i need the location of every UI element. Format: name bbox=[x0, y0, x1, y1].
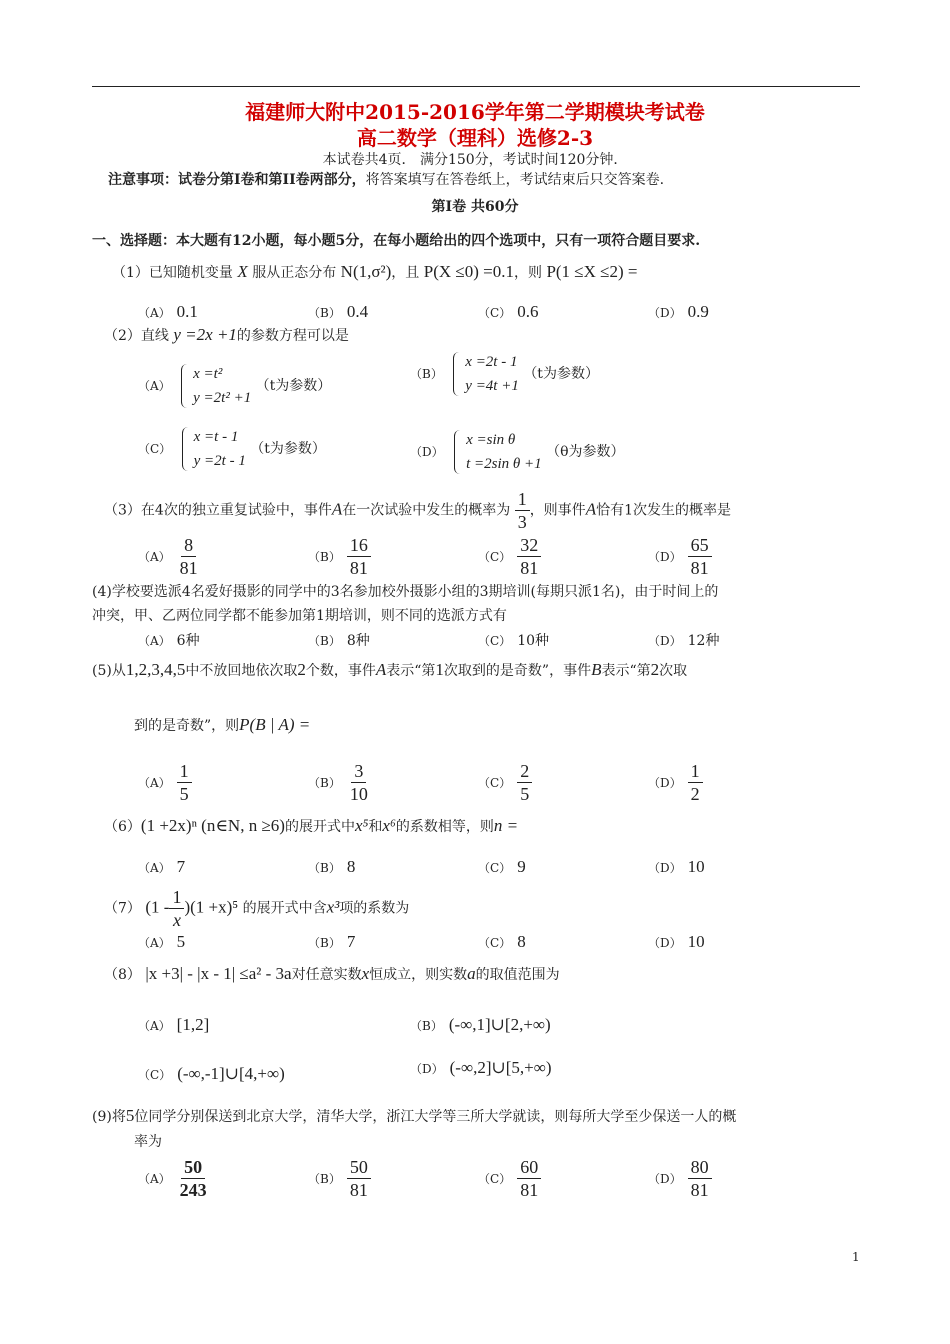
q8-a: a bbox=[467, 964, 476, 983]
denominator: 81 bbox=[690, 558, 709, 578]
q5-text4: 表示“第 bbox=[386, 663, 436, 679]
volume-title: 第Ⅰ卷 共60分 bbox=[431, 199, 519, 215]
q5-first: 1 bbox=[435, 660, 444, 679]
notice bbox=[108, 169, 664, 189]
notice-rest: 将答案填写在答卷纸上，考试结束后只交答案卷. bbox=[365, 172, 665, 188]
q9-option-c[interactable] bbox=[478, 1156, 541, 1201]
option-value: 10 bbox=[687, 857, 705, 876]
q1-var: X bbox=[237, 262, 248, 281]
q6-option-b[interactable] bbox=[308, 857, 355, 877]
denominator: 81 bbox=[520, 558, 539, 578]
param-system bbox=[454, 428, 542, 476]
numerator: 65 bbox=[688, 534, 712, 557]
option-fraction bbox=[517, 1156, 541, 1201]
q2-option-c[interactable] bbox=[138, 425, 326, 473]
denominator: 81 bbox=[349, 1180, 368, 1200]
q7-text2: 项的系数为 bbox=[339, 900, 410, 917]
numerator: 32 bbox=[517, 534, 541, 557]
option-label: （C） bbox=[478, 936, 512, 950]
option-label: （B） bbox=[410, 367, 443, 381]
eq-1: x =t - 1 bbox=[193, 429, 239, 445]
option-label: （D） bbox=[648, 549, 682, 564]
option-fraction bbox=[347, 1156, 371, 1201]
q8-num: （8） bbox=[104, 967, 141, 983]
q1-text3: ，且 bbox=[391, 265, 420, 281]
q3-text4: 恰有1次发生的概率是 bbox=[596, 502, 731, 519]
question-1 bbox=[112, 262, 638, 282]
numerator: 1 bbox=[688, 760, 703, 783]
q7-option-a[interactable] bbox=[138, 932, 185, 952]
option-fraction bbox=[347, 760, 371, 805]
option-label: （A） bbox=[138, 634, 171, 648]
q3-text2: 在一次试验中发生的概率为 bbox=[342, 502, 511, 519]
numerator: 50 bbox=[347, 1156, 371, 1179]
exam-subtitle: 高二数学（理科）选修2-3 bbox=[356, 126, 594, 150]
q5-text5: 次取到的是奇数”，事件 bbox=[443, 663, 592, 679]
q5-text6: 表示“第 bbox=[601, 663, 651, 679]
denominator: 81 bbox=[690, 1180, 709, 1200]
option-label: （C） bbox=[478, 549, 512, 564]
q8-text: 对任意实数 bbox=[291, 967, 362, 983]
q6-text3: 的系数相等，则 bbox=[395, 819, 494, 835]
denominator: 81 bbox=[349, 558, 368, 578]
q7-x3: x³ bbox=[326, 897, 340, 917]
question-9-line-1 bbox=[92, 1106, 736, 1126]
q6-expr: (1 +2x)ⁿ (n∈N, n ≥6) bbox=[140, 816, 285, 835]
option-value: 7 bbox=[176, 857, 186, 876]
notice-label: 注意事项： bbox=[108, 172, 178, 188]
option-label: （B） bbox=[308, 936, 341, 950]
option-label: （A） bbox=[138, 775, 171, 790]
q8-option-a[interactable] bbox=[138, 1015, 209, 1035]
q7-frac bbox=[169, 886, 184, 931]
q3-option-c[interactable] bbox=[478, 534, 541, 579]
q7-option-b[interactable] bbox=[308, 932, 355, 952]
numerator: 16 bbox=[347, 534, 371, 557]
q1-option-b[interactable] bbox=[308, 302, 368, 322]
q7-option-c[interactable] bbox=[478, 932, 526, 952]
q8-option-b[interactable] bbox=[410, 1015, 551, 1035]
denominator: 5 bbox=[179, 784, 189, 804]
option-value: 8种 bbox=[346, 633, 370, 649]
denominator: 81 bbox=[520, 1180, 539, 1200]
option-value: 10 bbox=[687, 932, 705, 951]
question-5-line-2 bbox=[134, 715, 310, 735]
q5-option-d[interactable] bbox=[648, 760, 703, 805]
option-label: （D） bbox=[648, 1171, 682, 1186]
q1-cond: P(X ≤0) =0.1 bbox=[423, 262, 514, 281]
option-value: 0.1 bbox=[176, 302, 198, 321]
option-fraction bbox=[347, 534, 371, 579]
question-8 bbox=[104, 964, 560, 984]
q7-option-d[interactable] bbox=[648, 932, 705, 952]
q5-set: 1,2,3,4,5 bbox=[125, 660, 186, 679]
q7-text: 的展开式中含 bbox=[242, 900, 327, 917]
q7-num: （7） bbox=[104, 900, 141, 917]
q5-option-c[interactable] bbox=[478, 760, 532, 805]
question-9-line-2: 率为 bbox=[134, 1134, 162, 1150]
option-label: （A） bbox=[138, 861, 171, 875]
q3-prob bbox=[515, 488, 530, 533]
q2-option-d[interactable] bbox=[410, 428, 625, 476]
option-label: （D） bbox=[648, 306, 682, 320]
param-system bbox=[453, 350, 519, 398]
q1-option-c[interactable] bbox=[478, 302, 538, 322]
option-label: （C） bbox=[478, 306, 512, 320]
option-label: （B） bbox=[308, 775, 341, 790]
option-label: （C） bbox=[138, 1068, 172, 1082]
question-4-line-1: (4)学校要选派4名爱好摄影的同学中的3名参加校外摄影小组的3期培训(每期只派1名)，由于时间上的 bbox=[92, 584, 719, 600]
option-label: （B） bbox=[410, 1019, 443, 1033]
q5-option-a[interactable] bbox=[138, 760, 192, 805]
numerator: 1 bbox=[177, 760, 192, 783]
option-label: （B） bbox=[308, 634, 341, 648]
part-title: 一、选择题：本大题有12小题，每小题5分，在每小题给出的四个选项中，只有一项符合题目要求. bbox=[92, 233, 701, 249]
option-value: [1,2] bbox=[176, 1015, 210, 1034]
q6-text: 的展开式中 bbox=[284, 819, 355, 835]
q3-option-d[interactable] bbox=[648, 534, 712, 579]
option-label: （A） bbox=[138, 936, 171, 950]
option-label: （B） bbox=[308, 1171, 341, 1186]
denominator: 2 bbox=[690, 784, 700, 804]
q1-text: 已知随机变量 bbox=[148, 265, 233, 281]
denominator: 81 bbox=[179, 558, 198, 578]
q2-text2: 的参数方程可以是 bbox=[236, 328, 349, 344]
q9-option-b[interactable] bbox=[308, 1156, 371, 1201]
numerator: 50 bbox=[181, 1156, 205, 1179]
q8-option-c[interactable] bbox=[138, 1064, 285, 1084]
numerator: 1 bbox=[169, 886, 184, 909]
q3-event-2: A bbox=[585, 499, 597, 519]
q1-text2: 服从正态分布 bbox=[252, 265, 337, 281]
eq-2: y =4t +1 bbox=[465, 378, 519, 394]
q5-text: (5)从 bbox=[92, 663, 126, 679]
option-value: (-∞,1]∪[2,+∞) bbox=[448, 1015, 551, 1034]
q6-x5: x⁵ bbox=[354, 816, 369, 835]
eq-2: t =2sin θ +1 bbox=[466, 456, 542, 472]
question-4-line-2: 冲突，甲、乙两位同学都不能参加第1期培训，则不同的选派方式有 bbox=[92, 608, 507, 624]
numerator: 2 bbox=[517, 760, 532, 783]
numerator: 8 bbox=[181, 534, 196, 557]
option-label: （A） bbox=[138, 1171, 171, 1186]
option-label: （C） bbox=[478, 634, 512, 648]
option-value: (-∞,2]∪[5,+∞) bbox=[449, 1058, 552, 1077]
option-label: （C） bbox=[478, 861, 512, 875]
denominator: 3 bbox=[517, 512, 527, 532]
q8-x: x bbox=[361, 964, 370, 983]
q8-expr: |x +3| - |x - 1| ≤a² - 3a bbox=[145, 964, 292, 983]
q2-line: y =2x +1 bbox=[173, 325, 237, 344]
q9-text2: 位同学分别保送到北京大学，清华大学，浙江大学等三所大学就读，则每所大学至少保送一人的概 bbox=[134, 1109, 737, 1125]
q1-option-d[interactable] bbox=[648, 302, 709, 322]
option-label: （B） bbox=[308, 861, 341, 875]
q1-dist: N(1,σ²) bbox=[340, 262, 392, 281]
option-label: （D） bbox=[410, 445, 444, 459]
q6-option-a[interactable] bbox=[138, 857, 185, 877]
q8-option-d[interactable] bbox=[410, 1058, 552, 1078]
eq-1: x =t² bbox=[193, 366, 223, 382]
exam-title: 福建师大附中2015-2016学年第二学期模块考试卷 bbox=[245, 100, 705, 124]
option-value: 6种 bbox=[176, 633, 200, 649]
q7-expr-b: )(1 +x)⁵ bbox=[184, 897, 239, 917]
option-value: 0.4 bbox=[346, 302, 369, 321]
q5-event-b: B bbox=[591, 660, 602, 679]
option-label: （B） bbox=[308, 306, 341, 320]
page-number: 1 bbox=[852, 1250, 860, 1264]
option-fraction bbox=[177, 760, 192, 805]
q3-text: 在4次的独立重复试验中，事件 bbox=[140, 502, 332, 519]
option-label: （A） bbox=[138, 306, 171, 320]
q6-num: （6） bbox=[104, 819, 141, 835]
option-fraction bbox=[517, 534, 541, 579]
numerator: 3 bbox=[351, 760, 366, 783]
option-value: 7 bbox=[346, 932, 356, 951]
param-note: （t为参数） bbox=[255, 378, 332, 394]
param-system bbox=[182, 425, 246, 473]
option-label: （D） bbox=[648, 936, 682, 950]
q1-ask: P(1 ≤X ≤2) = bbox=[546, 262, 638, 281]
numerator: 1 bbox=[515, 488, 530, 511]
q4-option-a[interactable] bbox=[138, 630, 200, 650]
eq-1: x =sin θ bbox=[466, 432, 516, 448]
denominator: 5 bbox=[520, 784, 530, 804]
q5-text8: 到的是奇数”，则 bbox=[134, 718, 240, 734]
option-fraction bbox=[688, 1156, 712, 1201]
option-value: 8 bbox=[517, 932, 526, 951]
q9-option-a[interactable] bbox=[138, 1156, 210, 1201]
q3-text3: ，则事件 bbox=[529, 502, 586, 519]
q8-text2: 恒成立，则实数 bbox=[369, 967, 468, 983]
q5-text3: 个数，事件 bbox=[305, 663, 376, 679]
option-value: 9 bbox=[517, 857, 526, 876]
q9-text: (9)将 bbox=[92, 1109, 126, 1125]
option-label: （D） bbox=[648, 861, 682, 875]
q2-num: （2） bbox=[104, 328, 141, 344]
option-value: 12种 bbox=[687, 633, 720, 649]
option-label: （A） bbox=[138, 379, 171, 393]
q6-option-c[interactable] bbox=[478, 857, 526, 877]
q5-text7: 次取 bbox=[659, 663, 688, 679]
q6-x6: x⁶ bbox=[382, 816, 396, 835]
notice-bold: 试卷分第Ⅰ卷和第II卷两部分， bbox=[178, 172, 366, 188]
question-3 bbox=[104, 488, 731, 533]
denominator: x bbox=[172, 910, 181, 930]
param-note: （θ为参数） bbox=[546, 444, 625, 460]
q9-five: 5 bbox=[125, 1106, 135, 1125]
q4-option-b[interactable] bbox=[308, 630, 370, 650]
q5-text2: 中不放回地依次取 bbox=[185, 663, 298, 679]
q4-option-c[interactable] bbox=[478, 630, 549, 650]
top-rule bbox=[92, 86, 860, 87]
option-fraction bbox=[517, 760, 532, 805]
option-value: 0.6 bbox=[517, 302, 539, 321]
q2-option-b[interactable] bbox=[410, 350, 599, 398]
option-label: （D） bbox=[648, 634, 682, 648]
option-label: （C） bbox=[478, 775, 512, 790]
option-label: （D） bbox=[410, 1062, 444, 1076]
q1-option-a[interactable] bbox=[138, 302, 198, 322]
q5-option-b[interactable] bbox=[308, 760, 371, 805]
option-fraction bbox=[177, 1156, 210, 1201]
q3-option-b[interactable] bbox=[308, 534, 371, 579]
q6-text2: 和 bbox=[368, 819, 383, 835]
q6-ask: n = bbox=[493, 816, 519, 835]
option-fraction bbox=[177, 534, 201, 579]
option-label: （A） bbox=[138, 549, 171, 564]
q5-second: 2 bbox=[650, 660, 660, 679]
option-fraction bbox=[688, 534, 712, 579]
option-value: (-∞,-1]∪[4,+∞) bbox=[177, 1064, 285, 1083]
q2-text: 直线 bbox=[140, 328, 169, 344]
q9-option-d[interactable] bbox=[648, 1156, 712, 1201]
q2-option-a[interactable] bbox=[138, 362, 331, 410]
option-value: 10种 bbox=[517, 633, 550, 649]
denominator: 10 bbox=[349, 784, 368, 804]
question-6 bbox=[104, 816, 518, 836]
numerator: 80 bbox=[688, 1156, 712, 1179]
q1-num: （1） bbox=[112, 265, 149, 281]
question-7 bbox=[104, 886, 409, 931]
option-label: （B） bbox=[308, 549, 341, 564]
q6-option-d[interactable] bbox=[648, 857, 705, 877]
eq-2: y =2t - 1 bbox=[193, 453, 246, 469]
q4-option-d[interactable] bbox=[648, 630, 719, 650]
option-label: （C） bbox=[478, 1171, 512, 1186]
q5-count: 2 bbox=[297, 660, 306, 679]
q5-event-a: A bbox=[375, 660, 387, 679]
q5-ask: P(B | A) = bbox=[239, 715, 311, 734]
param-note: （t为参数） bbox=[523, 366, 599, 382]
exam-info: 本试卷共4页． 满分150分，考试时间120分钟． bbox=[322, 152, 628, 168]
option-label: （D） bbox=[648, 775, 682, 790]
eq-1: x =2t - 1 bbox=[465, 354, 518, 370]
q1-text4: ，则 bbox=[513, 265, 542, 281]
q3-event: A bbox=[331, 499, 343, 519]
numerator: 60 bbox=[517, 1156, 541, 1179]
param-note: （t为参数） bbox=[250, 441, 326, 457]
q8-text3: 的取值范围为 bbox=[475, 967, 560, 983]
q3-option-a[interactable] bbox=[138, 534, 201, 579]
question-2 bbox=[104, 325, 349, 345]
denominator: 243 bbox=[179, 1180, 207, 1200]
option-fraction bbox=[688, 760, 703, 805]
q7-expr-a: (1 - bbox=[145, 897, 170, 917]
option-value: 8 bbox=[346, 857, 356, 876]
option-value: 5 bbox=[176, 932, 186, 951]
q3-num: （3） bbox=[104, 502, 141, 519]
question-5-line-1 bbox=[92, 660, 687, 680]
option-value: 0.9 bbox=[687, 302, 709, 321]
eq-2: y =2t² +1 bbox=[193, 390, 252, 406]
option-label: （A） bbox=[138, 1019, 171, 1033]
param-system bbox=[181, 362, 251, 410]
option-label: （C） bbox=[138, 442, 172, 456]
